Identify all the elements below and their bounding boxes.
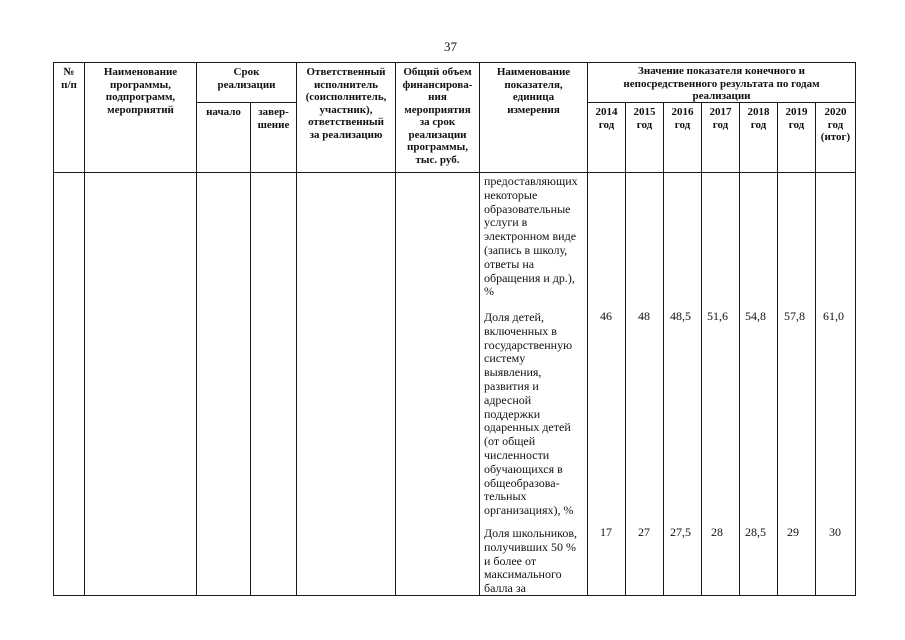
table-border-bottom xyxy=(53,595,855,596)
header-start: начало xyxy=(206,106,241,118)
value-cell: 28,5 xyxy=(745,525,766,539)
header-year-2017: 2017 год xyxy=(709,106,732,131)
col-line-11 xyxy=(739,102,740,596)
value-cell: 51,6 xyxy=(707,309,728,323)
header-name: Наименование программы, подпрограмм, мероприятий xyxy=(103,66,178,116)
value-cell: 27 xyxy=(638,525,650,539)
header-year-2015: 2015 год xyxy=(633,106,656,131)
value-cell: 28 xyxy=(711,525,723,539)
col-line-2 xyxy=(196,62,197,596)
header-divider-period xyxy=(196,102,296,103)
col-line-8 xyxy=(625,102,626,596)
header-period: Срок реализации xyxy=(217,66,276,91)
col-line-1 xyxy=(84,62,85,596)
col-line-12 xyxy=(777,102,778,596)
header-year-2014: 2014 год xyxy=(595,106,618,131)
value-cell: 48,5 xyxy=(670,309,691,323)
header-num: № п/п xyxy=(61,66,77,91)
value-cell: 61,0 xyxy=(823,309,844,323)
header-year-2020: 2020 год (итог) xyxy=(820,106,851,143)
value-cell: 17 xyxy=(600,525,612,539)
col-line-4 xyxy=(296,62,297,596)
col-line-6 xyxy=(479,62,480,596)
value-cell: 46 xyxy=(600,309,612,323)
col-line-13 xyxy=(815,102,816,596)
value-cell: 29 xyxy=(787,525,799,539)
col-line-10 xyxy=(701,102,702,596)
indicator-text: Доля школьников, получивших 50 % и более от максимального балла за xyxy=(484,526,578,596)
col-line-9 xyxy=(663,102,664,596)
table-border-top xyxy=(53,62,855,63)
value-cell: 27,5 xyxy=(670,525,691,539)
header-values-group: Значение показателя конечного и непосредственного результата по годам реализации xyxy=(623,65,820,102)
value-cell: 48 xyxy=(638,309,650,323)
value-cell: 57,8 xyxy=(784,309,805,323)
value-cell: 30 xyxy=(829,525,841,539)
indicator-text: предоставляющих некоторые образовательные услуги в электронном виде (запись в школу, ответы на обращения и др.), % xyxy=(484,174,578,299)
col-line-14 xyxy=(855,62,856,596)
value-cell: 54,8 xyxy=(745,309,766,323)
header-volume: Общий объем финансирова- ния мероприятия за срок реализации программы, тыс. руб. xyxy=(402,66,473,166)
header-indicator: Наименование показателя, единица измерения xyxy=(496,66,571,116)
col-line-3 xyxy=(250,102,251,596)
header-year-2019: 2019 год xyxy=(785,106,808,131)
page-number: 37 xyxy=(444,39,457,54)
indicator-text: Доля детей, включенных в государственную систему выявления, развития и адресной поддержки одаренных детей (от общей численности обучающихся в общеобразова- тельных организациях), % xyxy=(484,310,574,518)
header-responsible: Ответственный исполнитель (соисполнитель, участник), ответственный за реализацию xyxy=(305,66,387,141)
header-bottom-line xyxy=(53,172,855,173)
col-line-0 xyxy=(53,62,54,596)
header-end: завер- шение xyxy=(257,106,290,131)
header-year-2018: 2018 год xyxy=(747,106,770,131)
header-year-2016: 2016 год xyxy=(671,106,694,131)
